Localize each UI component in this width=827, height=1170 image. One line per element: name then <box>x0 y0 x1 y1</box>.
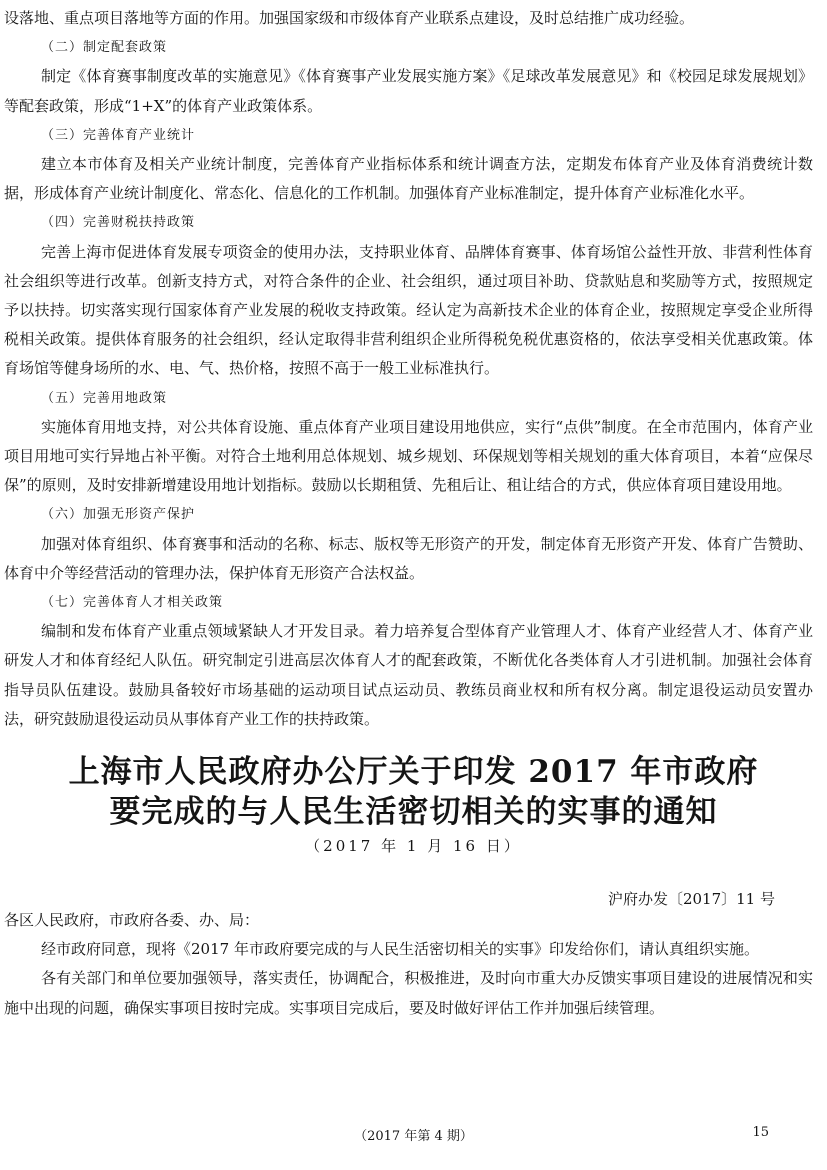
notice-title-line-1: 上海市人民政府办公厅关于印发 2017 年市政府 <box>68 754 759 790</box>
section-paragraph: 制定《体育赛事制度改革的实施意见》《体育赛事产业发展实施方案》《足球改革发展意见》和《校园足球发展规划》等配套政策，形成“1+X”的体育产业政策体系。 <box>4 67 813 115</box>
footer-issue: （2017 年第 4 期） <box>354 1129 473 1144</box>
section-heading: （六）加强无形资产保护 <box>41 507 196 523</box>
continued-paragraph: 设落地、重点项目落地等方面的作用。加强国家级和市级体育产业联系点建设，及时总结推广成功经验。 <box>4 9 695 27</box>
page-number: 15 <box>752 1125 769 1140</box>
notice-title-line-2: 要完成的与人民生活密切相关的实事的通知 <box>109 794 718 830</box>
document-number: 沪府办发〔2017〕11 号 <box>607 890 775 908</box>
section-heading: （五）完善用地政策 <box>41 390 168 406</box>
section-paragraph: 完善上海市促进体育发展专项资金的使用办法，支持职业体育、品牌体育赛事、体育场馆公益性开放、非营利性体育社会组织等进行改革。创新支持方式，对符合条件的企业、社会组织，通过项目补助、贷款贴息和奖励等方式，按照规定予以扶持。切实落实现行国家体育产业发展的税收支持政策。经认定为高新技术企业的体育企业，按照规定享受企业所得税相关政策。提供体育服务的社会组织，经认定取得非营利组织企业所得税免税优惠资格的，依法享受相关优惠政策。体育场馆等健身场所的水、电、气、热价格，按照不高于一般工业标准执行。 <box>4 242 813 378</box>
addressee: 各区人民政府，市政府各委、办、局： <box>4 911 260 929</box>
section-paragraph: 编制和发布体育产业重点领域紧缺人才开发目录。着力培养复合型体育产业管理人才、体育产业经营人才、体育产业研发人才和体育经纪人队伍。研究制定引进高层次体育人才的配套政策，不断优化各类体育人才引进机制。加强社会体育指导员队伍建设。鼓励具备较好市场基础的运动项目试点运动员、教练员商业权和所有权分离。制定退役运动员安置办法，研究鼓励退役运动员从事体育产业工作的扶持政策。 <box>4 622 813 728</box>
section-heading: （三）完善体育产业统计 <box>41 127 196 143</box>
section-heading: （四）完善财税扶持政策 <box>41 215 196 231</box>
section-paragraph: 加强对体育组织、体育赛事和活动的名称、标志、版权等无形资产的开发，制定体育无形资产开发、体育广告赞助、体育中介等经营活动的管理办法，保护体育无形资产合法权益。 <box>4 534 813 582</box>
section-heading: （七）完善体育人才相关政策 <box>41 595 224 611</box>
notice-date: （2017 年 1 月 16 日） <box>305 837 522 855</box>
policy-section-body <box>4 4 813 734</box>
notice-body <box>4 906 813 1023</box>
section-heading: （二）制定配套政策 <box>41 40 168 56</box>
notice-paragraph: 各有关部门和单位要加强领导，落实责任，协调配合，积极推进，及时向市重大办反馈实事项目建设的进展情况和实施中出现的问题，确保实事项目按时完成。实事项目完成后，要及时做好评估工作并加强后续管理。 <box>4 969 813 1017</box>
notice-paragraph: 经市政府同意，现将《2017 年市政府要完成的与人民生活密切相关的实事》印发给你们，请认真组织实施。 <box>41 940 759 959</box>
section-paragraph: 建立本市体育及相关产业统计制度，完善体育产业指标体系和统计调查方法，定期发布体育产业及体育消费统计数据，形成体育产业统计制度化、常态化、信息化的工作机制。加强体育产业标准制定，提升体育产业标准化水平。 <box>4 155 813 203</box>
section-paragraph: 实施体育用地支持，对公共体育设施、重点体育产业项目建设用地供应，实行“点供”制度。在全市范围内，体育产业项目用地可实行异地占补平衡。对符合土地利用总体规划、城乡规划、环保规划等相关规划的重大体育项目，本着“应保尽保”的原则，及时安排新增建设用地计划指标。鼓励以长期租赁、先租后让、租让结合的方式，供应体育项目建设用地。 <box>4 417 813 495</box>
